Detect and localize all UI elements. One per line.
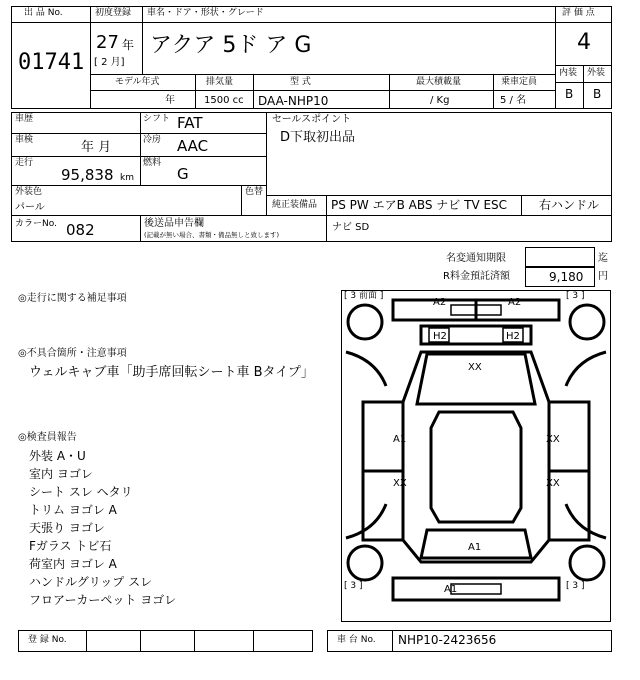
- interior-grade: B: [565, 87, 574, 101]
- tyre-front-left: [348, 305, 382, 339]
- color-number-label: カラーNo.: [15, 219, 57, 229]
- aftermarket-note: (記載が無い場合、書類・備品無しと致します): [144, 231, 280, 239]
- inspector-line: 室内 ヨゴレ: [29, 467, 93, 481]
- registration-year-unit: 年: [122, 38, 135, 52]
- recycle-fee-unit: 円: [598, 271, 608, 282]
- defects-text: ウェルキャブ車「助手席回転シート車 Bタイプ」: [29, 365, 314, 380]
- model-type: DAA-NHP10: [258, 94, 329, 108]
- shift-label: シフト: [143, 114, 171, 124]
- inspection-label: 車検: [15, 135, 34, 145]
- chassis-number-label: 車 台 No.: [337, 635, 376, 645]
- fuel-label: 燃料: [143, 158, 162, 168]
- name-change-value-box: [525, 247, 595, 267]
- displacement-label: 排気量: [206, 77, 234, 87]
- fuel-value: G: [177, 165, 189, 183]
- tyre-front-right: [570, 305, 604, 339]
- aftermarket-value: ナビ SD: [332, 222, 370, 233]
- inspector-line: 荷室内 ヨゴレ A: [29, 557, 117, 571]
- sales-point-value: D下取初出品: [280, 130, 356, 145]
- inspector-lines: [29, 447, 289, 609]
- shift-value: FAT: [177, 114, 203, 132]
- inspector-header: ◎検査員報告: [18, 432, 77, 443]
- inspector-line: フロアーカーペット ヨゴレ: [29, 593, 177, 607]
- grade-label: 評 価 点: [562, 8, 595, 18]
- mark-left-front-door: A1: [393, 434, 407, 445]
- tyre-rear-left: [348, 546, 382, 580]
- mark-left-rear-door: XX: [393, 478, 407, 489]
- mark-hood: XX: [468, 362, 482, 373]
- name-change-unit: 迄: [598, 253, 608, 264]
- recycle-fee-label: R料金預託済額: [443, 271, 510, 282]
- specs-left-box: [11, 112, 267, 216]
- model-year-label: モデル年式: [115, 77, 160, 87]
- mark-front-bumper-left: A2: [433, 297, 447, 308]
- mileage-label: 走行: [15, 158, 34, 168]
- mileage-value: 95,838: [61, 166, 114, 184]
- car-diagram: [341, 290, 611, 622]
- history-label: 車歴: [15, 114, 34, 124]
- mileage-unit: km: [120, 173, 134, 183]
- steering-value: 右ハンドル: [539, 198, 600, 212]
- lot-number: 01741: [18, 50, 85, 75]
- color-value: パール: [15, 202, 45, 213]
- color-label: 外装色: [15, 187, 43, 197]
- max-load: / Kg: [430, 95, 450, 106]
- defects-header: ◎不具合箇所・注意事項: [18, 348, 127, 359]
- car-name: アクア 5ド ア G: [150, 33, 312, 58]
- overall-grade: 4: [577, 30, 591, 55]
- mark-rear-bumper: A1: [444, 584, 458, 595]
- diagram-corner-bottom-right: [ 3 ]: [566, 581, 585, 591]
- inspector-line: 外装 A・U: [29, 449, 86, 463]
- color-number-value: 082: [66, 221, 95, 239]
- inspector-line: Fガラス トビ石: [29, 539, 112, 553]
- inspector-line: ハンドルグリップ スレ: [29, 575, 153, 589]
- ac-label: 冷房: [143, 135, 162, 145]
- capacity-label: 乗車定員: [501, 77, 538, 87]
- model-label: 車名・ドア・形状・グレード: [147, 8, 264, 18]
- rear-bumper: [393, 578, 559, 600]
- tyre-rear-right: [570, 546, 604, 580]
- max-load-label: 最大積載量: [416, 77, 462, 87]
- equipment-value: PS PW エアB ABS ナビ TV ESC: [331, 198, 508, 212]
- color-change-label: 色替: [245, 187, 264, 197]
- diagram-corner-top-right: [ 3 ]: [566, 291, 585, 301]
- equipment-label: 純正装備品: [272, 200, 318, 210]
- passenger-capacity: 5 / 名: [500, 95, 527, 106]
- first-registration-label: 初度登録: [95, 8, 132, 18]
- diagram-corner-top-left: [ 3 前面 ]: [344, 291, 384, 301]
- recycle-fee-value: 9,180: [549, 270, 584, 284]
- ac-value: AAC: [177, 137, 209, 155]
- mark-right-front-door: XX: [546, 434, 560, 445]
- type-label: 型 式: [290, 77, 311, 87]
- model-year-unit: 年: [165, 95, 175, 106]
- mark-rear-gate: A1: [468, 542, 482, 553]
- chassis-number-value: NHP10-2423656: [398, 633, 497, 647]
- registration-year: 27: [96, 32, 119, 53]
- inspector-line: トリム ヨゴレ A: [29, 503, 117, 517]
- displacement: 1500 cc: [204, 95, 244, 106]
- name-change-label: 名変通知期限: [446, 253, 506, 264]
- mark-front-bumper-right: A2: [508, 297, 522, 308]
- registration-number-label: 登 録 No.: [28, 635, 67, 645]
- interior-label: 内装: [559, 68, 578, 78]
- driving-notes-header: ◎走行に関する補足事項: [18, 293, 127, 304]
- registration-month: [ 2 月]: [94, 57, 125, 68]
- exterior-grade: B: [593, 87, 602, 101]
- inspection-value: 年 月: [81, 140, 112, 155]
- lot-number-label: 出 品 No.: [24, 8, 63, 18]
- diagram-corner-bottom-left: [ 3 ]: [344, 581, 363, 591]
- roof-panel: [431, 412, 521, 522]
- inspector-line: 天張り ヨゴレ: [29, 521, 105, 535]
- sales-point-label: セールスポイント: [272, 114, 352, 125]
- license-plate-rear: [451, 584, 501, 594]
- mark-right-rear-door: XX: [546, 478, 560, 489]
- inspector-line: シート スレ ヘタリ: [29, 485, 133, 499]
- exterior-label: 外装: [587, 68, 606, 78]
- mark-headlight-right: H2: [506, 331, 520, 342]
- aftermarket-label: 後送品申告欄: [144, 218, 204, 229]
- mark-headlight-left: H2: [433, 331, 447, 342]
